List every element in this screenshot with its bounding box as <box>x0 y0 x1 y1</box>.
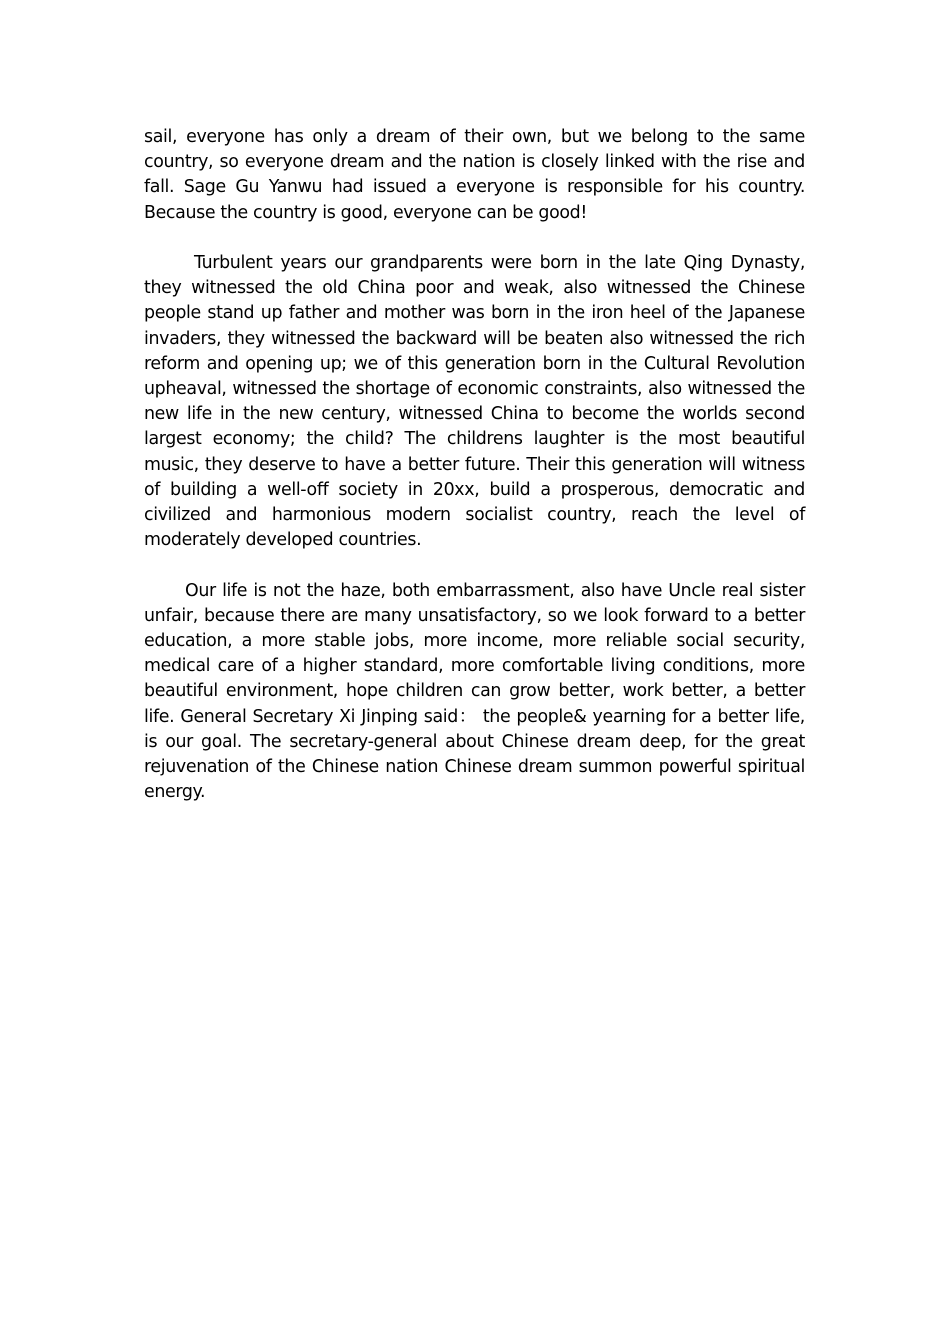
paragraph-1: sail, everyone has only a dream of their own, but we belong to the same country, so everyone dream and the nation is closely linked with the rise and fall. Sage Gu Yanwu had issued a everyone is responsible for his country. Because the country is good, everyone can be good! <box>144 127 805 223</box>
body-text <box>144 125 805 831</box>
paragraph-2: Turbulent years our grandparents were born in the late Qing Dynasty, they witnessed the old China poor and weak, also witnessed the Chinese people stand up father and mother was born in the iron heel of the Japanese invaders, they witnessed the backward will be beaten also witnessed the rich reform and opening up; we of this generation born in the Cultural Revolution upheaval, witnessed the shortage of economic constraints, also witnessed the new life in the new century, witnessed China to become the worlds second largest economy; the child? The childrens laughter is the most beautiful music, they deserve to have a better future. Their this generation will witness of building a well-off society in 20xx, build a prosperous, democratic and civilized and harmonious modern socialist country, reach the level of moderately developed countries. <box>144 253 805 551</box>
paragraph-3: Our life is not the haze, both embarrassment, also have Uncle real sister unfair, because there are many unsatisfactory, so we look forward to a better education, a more stable jobs, more income, more reliable social security, medical care of a higher standard, more comfortable living conditions, more beautiful environment, hope children can grow better, work better, a better life. General Secretary Xi Jinping said： the people& yearning for a better life, is our goal. The secretary-general about Chinese dream deep, for the great rejuvenation of the Chinese nation Chinese dream summon powerful spiritual energy. <box>144 580 805 803</box>
